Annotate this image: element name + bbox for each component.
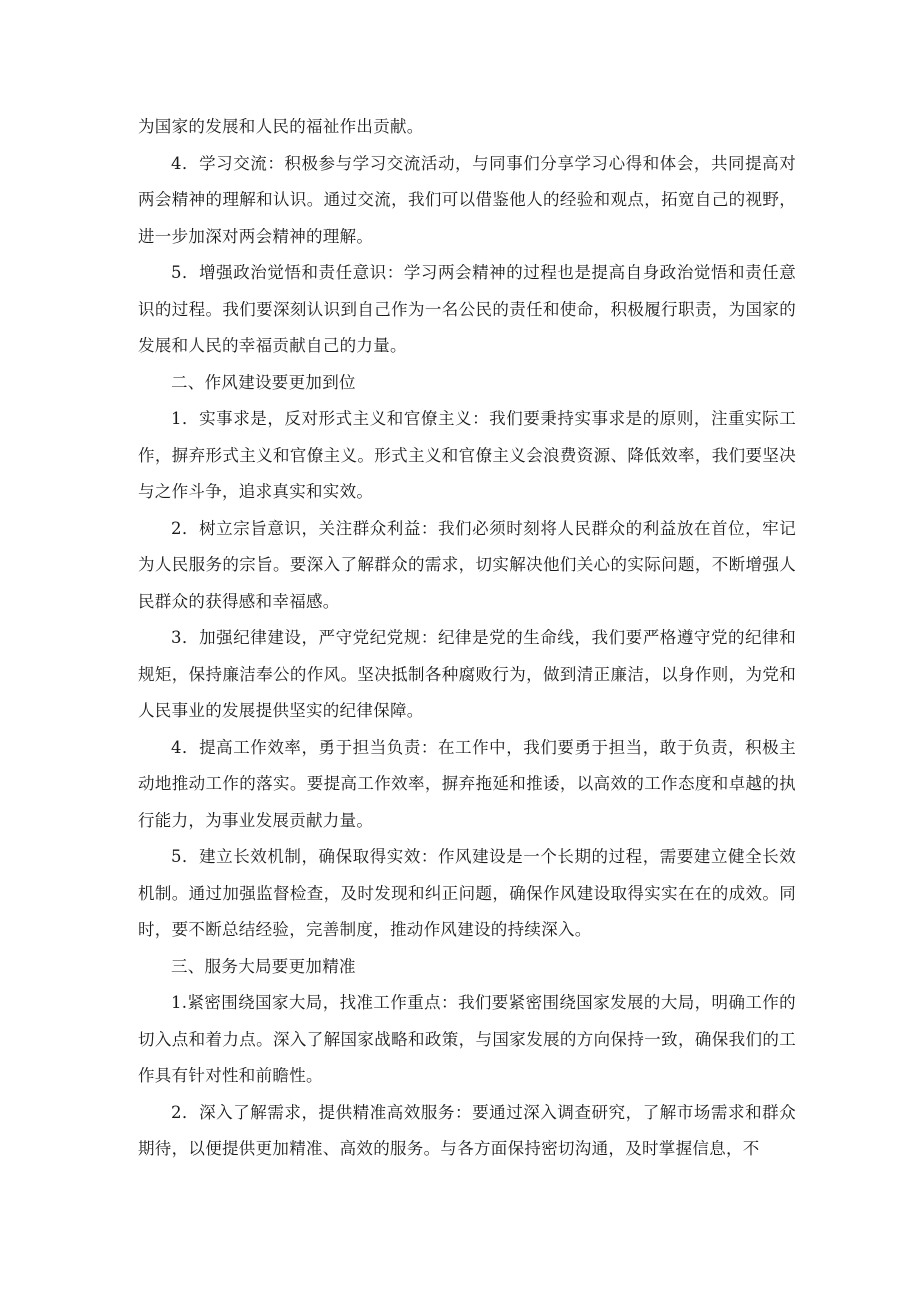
- document-body: [138, 109, 796, 1168]
- section-heading-work-style: 二、作风建设要更加到位: [171, 372, 356, 392]
- paragraph-mass-interests: 2．树立宗旨意识，关注群众利益：我们必须时刻将人民群众的利益放在首位，牢记为人民服务的宗旨。要深入了解群众的需求，切实解决他们关心的实际问题，不断增强人民群众的获得感和幸福感。: [138, 518, 796, 611]
- paragraph-continuation: 为国家的发展和人民的福祉作出贡献。: [138, 117, 424, 136]
- paragraph-political-awareness: 5．增强政治觉悟和责任意识：学习两会精神的过程也是提高自身政治觉悟和责任意识的过程。我们要深刻认识到自己作为一名公民的责任和使命，积极履行职责，为国家的发展和人民的幸福贡献自己的力量。: [138, 263, 796, 355]
- paragraph-long-term-mechanism: 5．建立长效机制，确保取得实效：作风建设是一个长期的过程，需要建立健全长效机制。通过加强监督检查，及时发现和纠正问题，确保作风建设取得实实在在的成效。同时，要不断总结经验，完善制度，推动作风建设的持续深入。: [138, 847, 796, 939]
- paragraph-study-exchange: 4．学习交流：积极参与学习交流活动，与同事们分享学习心得和体会，共同提高对两会精神的理解和认识。通过交流，我们可以借鉴他人的经验和观点，拓宽自己的视野，进一步加深对两会精神的理解。: [138, 153, 796, 246]
- section-heading-serve-overall: 三、服务大局要更加精准: [171, 956, 356, 976]
- paragraph-efficiency: 4．提高工作效率，勇于担当负责：在工作中，我们要勇于担当，敢于负责，积极主动地推动工作的落实。要提高工作效率，摒弃拖延和推诿，以高效的工作态度和卓越的执行能力，为事业发展贡献力量。: [138, 737, 796, 830]
- paragraph-understand-needs: 2．深入了解需求，提供精准高效服务：要通过深入调查研究，了解市场需求和群众期待，以便提供更加精准、高效的服务。与各方面保持密切沟通，及时掌握信息，不: [138, 1102, 796, 1158]
- paragraph-seek-truth: 1．实事求是，反对形式主义和官僚主义：我们要秉持实事求是的原则，注重实际工作，摒弃形式主义和官僚主义。形式主义和官僚主义会浪费资源、降低效率，我们要坚决与之作斗争，追求真实和实效。: [138, 409, 796, 501]
- paragraph-national-overall: 1.紧密围绕国家大局，找准工作重点：我们要紧密围绕国家发展的大局，明确工作的切入点和着力点。深入了解国家战略和政策，与国家发展的方向保持一致，确保我们的工作具有针对性和前瞻性。: [138, 993, 796, 1085]
- paragraph-discipline: 3．加强纪律建设，严守党纪党规：纪律是党的生命线，我们要严格遵守党的纪律和规矩，保持廉洁奉公的作风。坚决抵制各种腐败行为，做到清正廉洁，以身作则，为党和人民事业的发展提供坚实的纪律保障。: [138, 628, 796, 720]
